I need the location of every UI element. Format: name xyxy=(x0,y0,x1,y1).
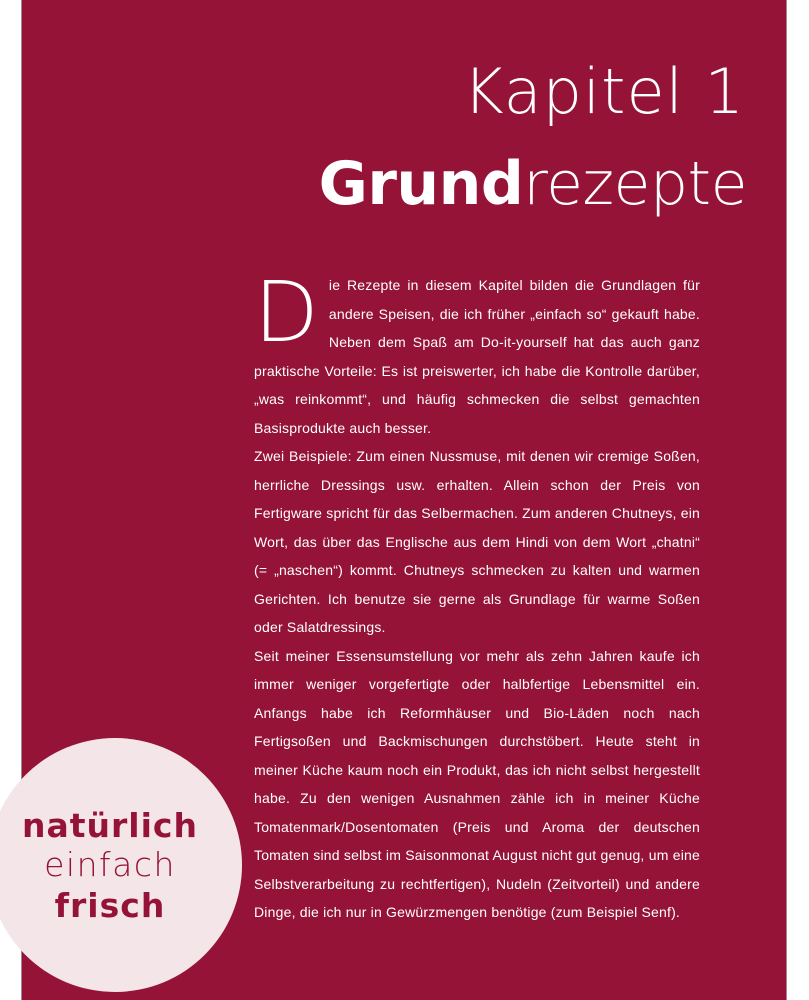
page-edge-right xyxy=(786,0,787,1000)
badge-line-frisch: frisch xyxy=(54,886,166,925)
chapter-title-bold: Grund xyxy=(318,149,524,219)
paragraph-1-text: ie Rezepte in diesem Kapitel bilden die Grundlagen für andere Speisen, die ich früher „einfach so“ gekauft habe. Neben dem Spaß am Do-it-yourself hat das auch ganz praktische Vorteile: Es ist preiswerter, ich habe die Kontrolle darüber, „was reinkommt“, und häufig schmecken die selbst gemachten Basisprodukte auch besser. xyxy=(254,277,700,436)
intro-text xyxy=(254,263,700,927)
badge-line-einfach: einfach xyxy=(44,845,176,884)
drop-cap: D xyxy=(254,263,319,361)
chapter-title-light: rezepte xyxy=(523,149,747,219)
chapter-title xyxy=(319,144,747,224)
paragraph-2: Zwei Beispiele: Zum einen Nussmuse, mit denen wir cremige Soßen, herrliche Dressings usw. erhalten. Allein schon der Preis von Fertigware spricht für das Selbermachen. Zum anderen Chutneys, ein Wort, das über das Englische aus dem Hindi von dem Wort „chatni“ (= „naschen“) kommt. Chutneys schmecken zu kalten und warmen Gerichten. Ich benutze sie gerne als Grundlage für warme Soßen oder Salatdressings. xyxy=(254,448,700,635)
chapter-number: Kapitel 1 xyxy=(463,55,745,128)
paragraph-3: Seit meiner Essensumstellung vor mehr als zehn Jahren kaufe ich immer weniger vorgefertigte oder halbfertige Lebensmittel ein. Anfangs habe ich Reformhäuser und Bio-Läden noch nach Fertigsoßen und Backmischungen durchstöbert. Heute steht in meiner Küche kaum noch ein Produkt, das ich nicht selbst hergestellt habe. Zu den wenigen Ausnahmen zähle ich in meiner Küche Tomatenmark/Dosentomaten (Preis und Aroma der deutschen Tomaten sind selbst im Saisonmonat August nicht gut genug, um eine Selbstverarbeitung zu rechtfertigen), Nudeln (Zeitvorteil) und andere Dinge, die ich nur in Gewürzmengen benötige (zum Beispiel Senf). xyxy=(254,647,700,920)
badge-line-natuerlich: natürlich xyxy=(22,806,198,845)
paragraph-1 xyxy=(254,263,700,442)
